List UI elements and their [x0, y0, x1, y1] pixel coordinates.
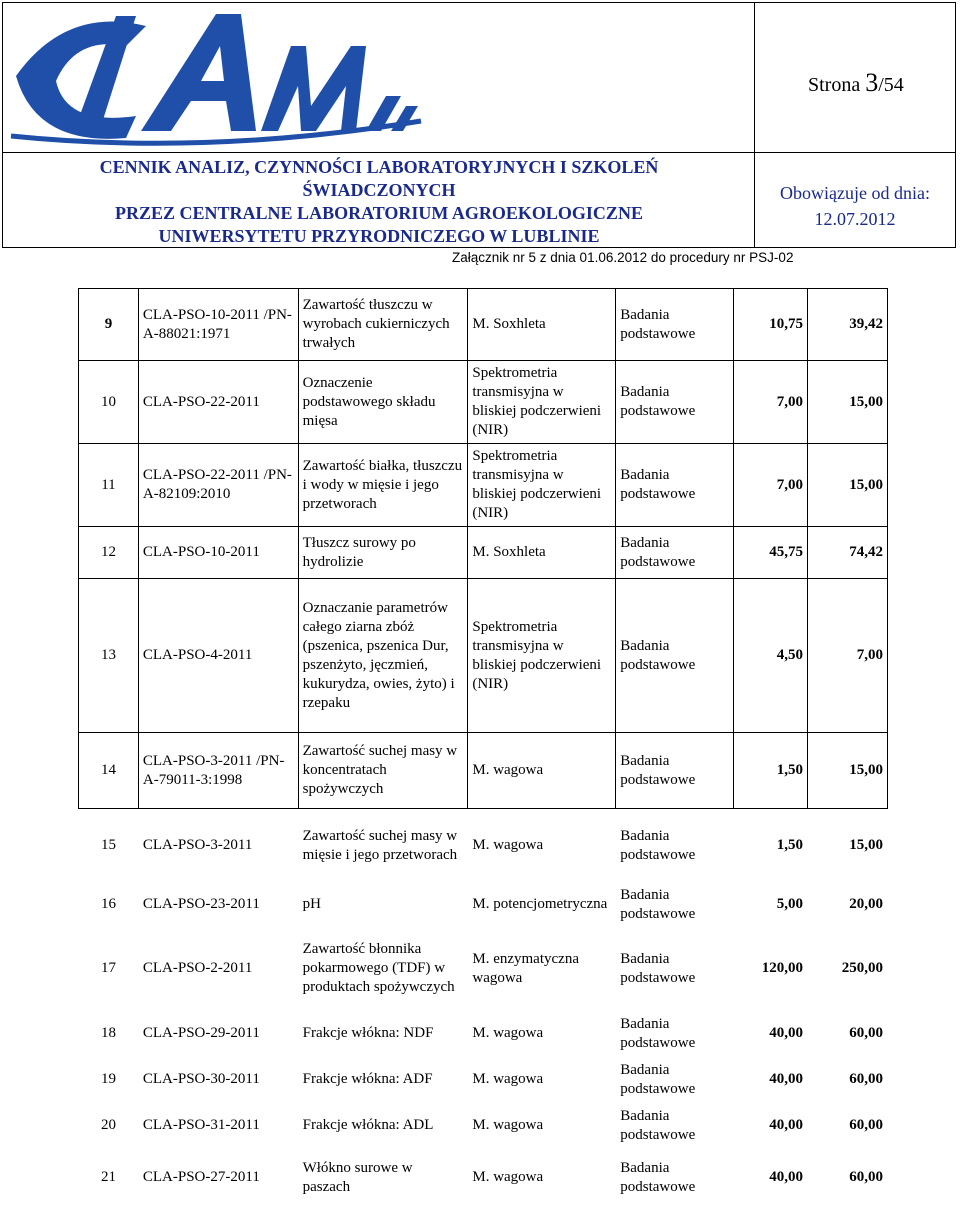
price-2: 39,42	[808, 289, 888, 361]
table-row	[79, 361, 888, 444]
price-2: 15,00	[808, 809, 888, 883]
page-number: Strona 3/54	[808, 68, 904, 97]
analysis-description: Frakcje włókna: ADL	[298, 1103, 468, 1149]
analysis-method: M. enzymatyczna wagowa	[468, 927, 616, 1011]
table-row	[79, 289, 888, 361]
row-number: 9	[79, 289, 139, 361]
analysis-description: Zawartość suchej masy w mięsie i jego przetworach	[298, 809, 468, 883]
table-row	[79, 733, 888, 809]
price-2: 15,00	[808, 733, 888, 809]
method-code: CLA-PSO-30-2011	[138, 1057, 298, 1103]
method-code: CLA-PSO-27-2011	[138, 1149, 298, 1207]
method-code: CLA-PSO-29-2011	[138, 1011, 298, 1057]
analysis-method: M. wagowa	[468, 733, 616, 809]
analysis-method: M. Soxhleta	[468, 289, 616, 361]
price-2: 74,42	[808, 527, 888, 579]
valid-date: 12.07.2012	[814, 209, 896, 229]
method-code: CLA-PSO-4-2011	[138, 579, 298, 733]
price-1: 40,00	[734, 1011, 808, 1057]
price-1: 10,75	[734, 289, 808, 361]
price-1: 1,50	[734, 733, 808, 809]
analysis-method: M. wagowa	[468, 809, 616, 883]
row-number: 11	[79, 444, 139, 527]
analysis-type: Badania podstawowe	[616, 883, 734, 927]
price-2: 60,00	[808, 1149, 888, 1207]
cla-logo	[6, 6, 426, 146]
price-1: 7,00	[734, 444, 808, 527]
title-line: CENNIK ANALIZ, CZYNNOŚCI LABORATORYJNYCH I SZKOLEŃ	[99, 157, 659, 177]
price-2: 250,00	[808, 927, 888, 1011]
method-code: CLA-PSO-10-2011	[138, 527, 298, 579]
analysis-type: Badania podstawowe	[616, 579, 734, 733]
row-number: 15	[79, 809, 139, 883]
analysis-method: Spektrometria transmisyjna w bliskiej podczerwieni (NIR)	[468, 361, 616, 444]
table-row	[79, 1149, 888, 1207]
analysis-description: Zawartość tłuszczu w wyrobach cukierniczych trwałych	[298, 289, 468, 361]
price-2: 7,00	[808, 579, 888, 733]
table-row	[79, 809, 888, 883]
header-divider	[754, 2, 755, 248]
price-2: 60,00	[808, 1057, 888, 1103]
validity-block	[760, 180, 950, 232]
table-row	[79, 527, 888, 579]
price-1: 5,00	[734, 883, 808, 927]
title-line: UNIWERSYTETU PRZYRODNICZEGO W LUBLINIE	[158, 226, 600, 246]
price-1: 40,00	[734, 1149, 808, 1207]
table-row	[79, 579, 888, 733]
row-number: 16	[79, 883, 139, 927]
price-1: 45,75	[734, 527, 808, 579]
row-number: 12	[79, 527, 139, 579]
analysis-method: Spektrometria transmisyjna w bliskiej podczerwieni (NIR)	[468, 579, 616, 733]
row-number: 19	[79, 1057, 139, 1103]
method-code: CLA-PSO-3-2011 /PN-A-79011-3:1998	[138, 733, 298, 809]
price-2: 15,00	[808, 444, 888, 527]
table-row	[79, 1057, 888, 1103]
analysis-type: Badania podstawowe	[616, 1103, 734, 1149]
analysis-type: Badania podstawowe	[616, 289, 734, 361]
analysis-method: M. Soxhleta	[468, 527, 616, 579]
analysis-type: Badania podstawowe	[616, 1149, 734, 1207]
table-row	[79, 1103, 888, 1149]
price-2: 60,00	[808, 1011, 888, 1057]
price-2: 15,00	[808, 361, 888, 444]
analysis-type: Badania podstawowe	[616, 444, 734, 527]
analysis-type: Badania podstawowe	[616, 809, 734, 883]
price-table	[78, 288, 888, 1207]
analysis-description: Oznaczanie parametrów całego ziarna zbóż (pszenica, pszenica Dur, pszenżyto, jęczmień, kukurydza, owies, żyto) i rzepaku	[298, 579, 468, 733]
document-title	[14, 156, 744, 248]
analysis-type: Badania podstawowe	[616, 1011, 734, 1057]
price-1: 40,00	[734, 1057, 808, 1103]
method-code: CLA-PSO-2-2011	[138, 927, 298, 1011]
price-1: 7,00	[734, 361, 808, 444]
analysis-method: M. wagowa	[468, 1011, 616, 1057]
valid-label: Obowiązuje od dnia:	[780, 183, 930, 203]
row-number: 10	[79, 361, 139, 444]
row-number: 18	[79, 1011, 139, 1057]
price-1: 1,50	[734, 809, 808, 883]
method-code: CLA-PSO-10-2011 /PN-A-88021:1971	[138, 289, 298, 361]
analysis-method: M. wagowa	[468, 1103, 616, 1149]
method-code: CLA-PSO-23-2011	[138, 883, 298, 927]
method-code: CLA-PSO-22-2011 /PN-A-82109:2010	[138, 444, 298, 527]
analysis-type: Badania podstawowe	[616, 1057, 734, 1103]
row-number: 21	[79, 1149, 139, 1207]
method-code: CLA-PSO-31-2011	[138, 1103, 298, 1149]
table-row	[79, 883, 888, 927]
analysis-description: Tłuszcz surowy po hydrolizie	[298, 527, 468, 579]
table-row	[79, 927, 888, 1011]
analysis-description: Zawartość białka, tłuszczu i wody w mięsie i jego przetworach	[298, 444, 468, 527]
analysis-method: Spektrometria transmisyjna w bliskiej podczerwieni (NIR)	[468, 444, 616, 527]
annex-note: Załącznik nr 5 z dnia 01.06.2012 do procedury nr PSJ-02	[452, 250, 794, 265]
analysis-type: Badania podstawowe	[616, 733, 734, 809]
analysis-method: M. wagowa	[468, 1149, 616, 1207]
price-1: 4,50	[734, 579, 808, 733]
header-divider	[2, 152, 956, 153]
table-row	[79, 1011, 888, 1057]
price-2: 20,00	[808, 883, 888, 927]
price-1: 120,00	[734, 927, 808, 1011]
row-number: 14	[79, 733, 139, 809]
analysis-description: Zawartość suchej masy w koncentratach spożywczych	[298, 733, 468, 809]
title-line: ŚWIADCZONYCH	[302, 180, 456, 200]
row-number: 13	[79, 579, 139, 733]
analysis-method: M. potencjometryczna	[468, 883, 616, 927]
price-1: 40,00	[734, 1103, 808, 1149]
method-code: CLA-PSO-3-2011	[138, 809, 298, 883]
row-number: 20	[79, 1103, 139, 1149]
analysis-description: Frakcje włókna: ADF	[298, 1057, 468, 1103]
price-2: 60,00	[808, 1103, 888, 1149]
analysis-type: Badania podstawowe	[616, 927, 734, 1011]
method-code: CLA-PSO-22-2011	[138, 361, 298, 444]
table-row	[79, 444, 888, 527]
analysis-method: M. wagowa	[468, 1057, 616, 1103]
analysis-type: Badania podstawowe	[616, 527, 734, 579]
row-number: 17	[79, 927, 139, 1011]
analysis-description: pH	[298, 883, 468, 927]
analysis-type: Badania podstawowe	[616, 361, 734, 444]
title-line: PRZEZ CENTRALNE LABORATORIUM AGROEKOLOGICZNE	[115, 203, 643, 223]
analysis-description: Oznaczenie podstawowego składu mięsa	[298, 361, 468, 444]
analysis-description: Włókno surowe w paszach	[298, 1149, 468, 1207]
analysis-description: Frakcje włókna: NDF	[298, 1011, 468, 1057]
analysis-description: Zawartość błonnika pokarmowego (TDF) w produktach spożywczych	[298, 927, 468, 1011]
